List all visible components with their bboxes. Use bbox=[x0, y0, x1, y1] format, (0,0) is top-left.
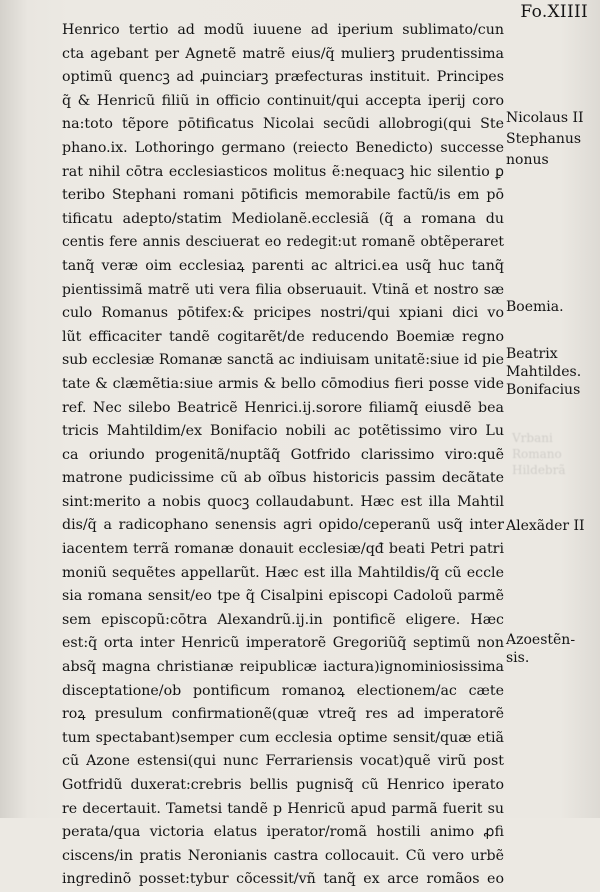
marginal-line: Bonifacius bbox=[506, 382, 581, 398]
marginal-line: Alexãder II bbox=[506, 518, 585, 534]
text-line: sint:merito a nobis quocꝫ collaudabunt. Hæc est illa Mahtil bbox=[62, 493, 504, 510]
text-line: optimũ quencꝫ ad ꝓuinciarꝫ præfecturas instituit. Principes bbox=[62, 69, 504, 86]
marginal-line: sis. bbox=[506, 650, 530, 666]
text-line: ref. Nec silebo Beatricẽ Henrici.ij.sorore filiamq̃ eiusdẽ bea bbox=[62, 399, 504, 416]
text-line: phano.ix. Lothoringo germano (reiecto Benedicto) successe bbox=[62, 139, 504, 156]
text-line: Henrico tertio ad modũ iuuene ad iperium sublimato/cun bbox=[62, 22, 504, 38]
text-line: Gotfridũ duxerat:crebris bellis pugnisq̃ cũ Henrico iperato bbox=[62, 777, 504, 793]
marginal-note-nicolaus bbox=[506, 109, 598, 169]
text-line: na:toto tẽpore pōtificatus Nicolai secũdi allobrogi(qui Ste bbox=[62, 116, 504, 133]
text-line: matrone pudicissime cũ ab oĩbus historicis passim decãtate bbox=[62, 470, 504, 487]
bleed-through-shadow: Vrbani Romano Hildebrã bbox=[512, 431, 566, 477]
text-line: ciscens/in pratis Neronianis castra collocauit. Cũ vero urbẽ bbox=[62, 847, 504, 864]
text-line: rat nihil cōtra ecclesiasticos molitus ẽ:nequacꝫ hic silentio ꝑ bbox=[62, 163, 504, 180]
text-line: tificatu adepto/statim Mediolanẽ.ecclesiã (q̃ a romana du bbox=[62, 210, 504, 227]
text-line: roꝝ presulum confirmationẽ(quæ vtreq̃ res ad imperatorẽ bbox=[62, 706, 504, 723]
text-line: cta agebant per Agnetẽ matrẽ eius/q̃ mulierꝫ prudentissima bbox=[62, 45, 504, 62]
text-line: re decertauit. Tametsi tandẽ p Henricũ apud parmã fuerit su bbox=[62, 800, 504, 817]
marginal-note-boemia bbox=[506, 298, 598, 316]
text-line: perata/qua victoria elatus iperator/romã hostili animo ꝓfi bbox=[62, 824, 504, 841]
text-line: disceptatione/ob pontificum romanoꝝ electionem/ac cæte bbox=[62, 682, 504, 699]
text-line: ca oriundo progenitã/nuptãq̃ Gotfrido clarissimo viro:quẽ bbox=[62, 446, 504, 463]
text-line: iacentem terrã romanæ donauit ecclesiæ/qđ beati Petri patri bbox=[62, 541, 504, 558]
marginal-line: Mahtildes. bbox=[506, 364, 582, 380]
marginal-note-beatrix bbox=[506, 345, 598, 399]
marginal-line: nonus bbox=[506, 152, 549, 168]
text-line: tum spectabant)semper cum ecclesia optime sensit/quæ etiã bbox=[62, 729, 504, 746]
text-line: cũ Azone estensi(qui nunc Ferrariensis vocat)quẽ virũ post bbox=[62, 753, 504, 770]
marginal-line: Boemia. bbox=[506, 299, 564, 315]
folio-number: Fo.XIIII bbox=[520, 2, 588, 22]
text-line: tate & clæmẽtia:siue armis & bello cōmodius fieri posse vide bbox=[62, 375, 504, 392]
text-line: tanq̃ veræ oim ecclesiaꝝ parenti ac altrici.ea usq̃ huc tanq̃ bbox=[62, 257, 504, 274]
text-line: q̃ & Henricũ filiũ in officio continuit/qui accepta iperij coro bbox=[62, 92, 504, 109]
text-line: sia romana sensit/eo tpe q̃ Cisalpini episcopi Cadoloũ parmẽ bbox=[62, 588, 504, 605]
marginal-note-azo bbox=[506, 631, 598, 667]
text-line: sub ecclesiæ Romanæ sanctã ac indiuisam unitatẽ:siue id pie bbox=[62, 352, 504, 369]
marginal-line: Beatrix bbox=[506, 346, 558, 362]
text-line: lũt efficaciter tandẽ cogitarẽt/de reducendo Boemiæ regno bbox=[62, 328, 504, 345]
text-line: teribo Stephani romani pōtificis memorabile factũ/is em pō bbox=[62, 187, 504, 204]
text-line: absq̃ magna christianæ reipublicæ iactura)ignominiosissima bbox=[62, 659, 504, 676]
text-line: ingredinõ posset:tybur cõcessit/vñ tanq̃ ex arce romãos eo bbox=[62, 871, 504, 888]
marginal-line: Nicolaus II bbox=[506, 110, 584, 126]
text-line: est:q̃ orta inter Henricũ imperatorẽ Gregoriũq̃ septimũ non bbox=[62, 635, 504, 652]
text-line: centis fere annis desciuerat eo redegit:ut romanẽ obtẽperaret bbox=[62, 234, 504, 251]
main-text-block bbox=[62, 19, 504, 892]
text-line: tricis Mahtildim/ex Bonifacio nobili ac potẽtissimo viro Lu bbox=[62, 423, 504, 440]
marginal-note-alexander bbox=[506, 517, 598, 535]
text-line: pientissimã matrẽ uti vera filia obseruauit. Vtinã et nostro sæ bbox=[62, 281, 504, 298]
text-line: culo Romanus pōtifex:& pricipes nostri/qui xpiani dici vo bbox=[62, 305, 504, 322]
text-line: moniũ sequẽtes appellarũt. Hæc est illa Mahtildis/q̃ cũ eccle bbox=[62, 564, 504, 581]
text-line: sem episcopũ:cōtra Alexandrũ.ij.in pontificẽ eligere. Hæc bbox=[62, 611, 504, 628]
marginal-line: Stephanus bbox=[506, 131, 582, 147]
text-line: dis/q̃ a radicophano senensis agri opido/ceperanũ usq̃ inter bbox=[62, 517, 504, 534]
marginal-line: Azoestẽn- bbox=[506, 632, 576, 648]
